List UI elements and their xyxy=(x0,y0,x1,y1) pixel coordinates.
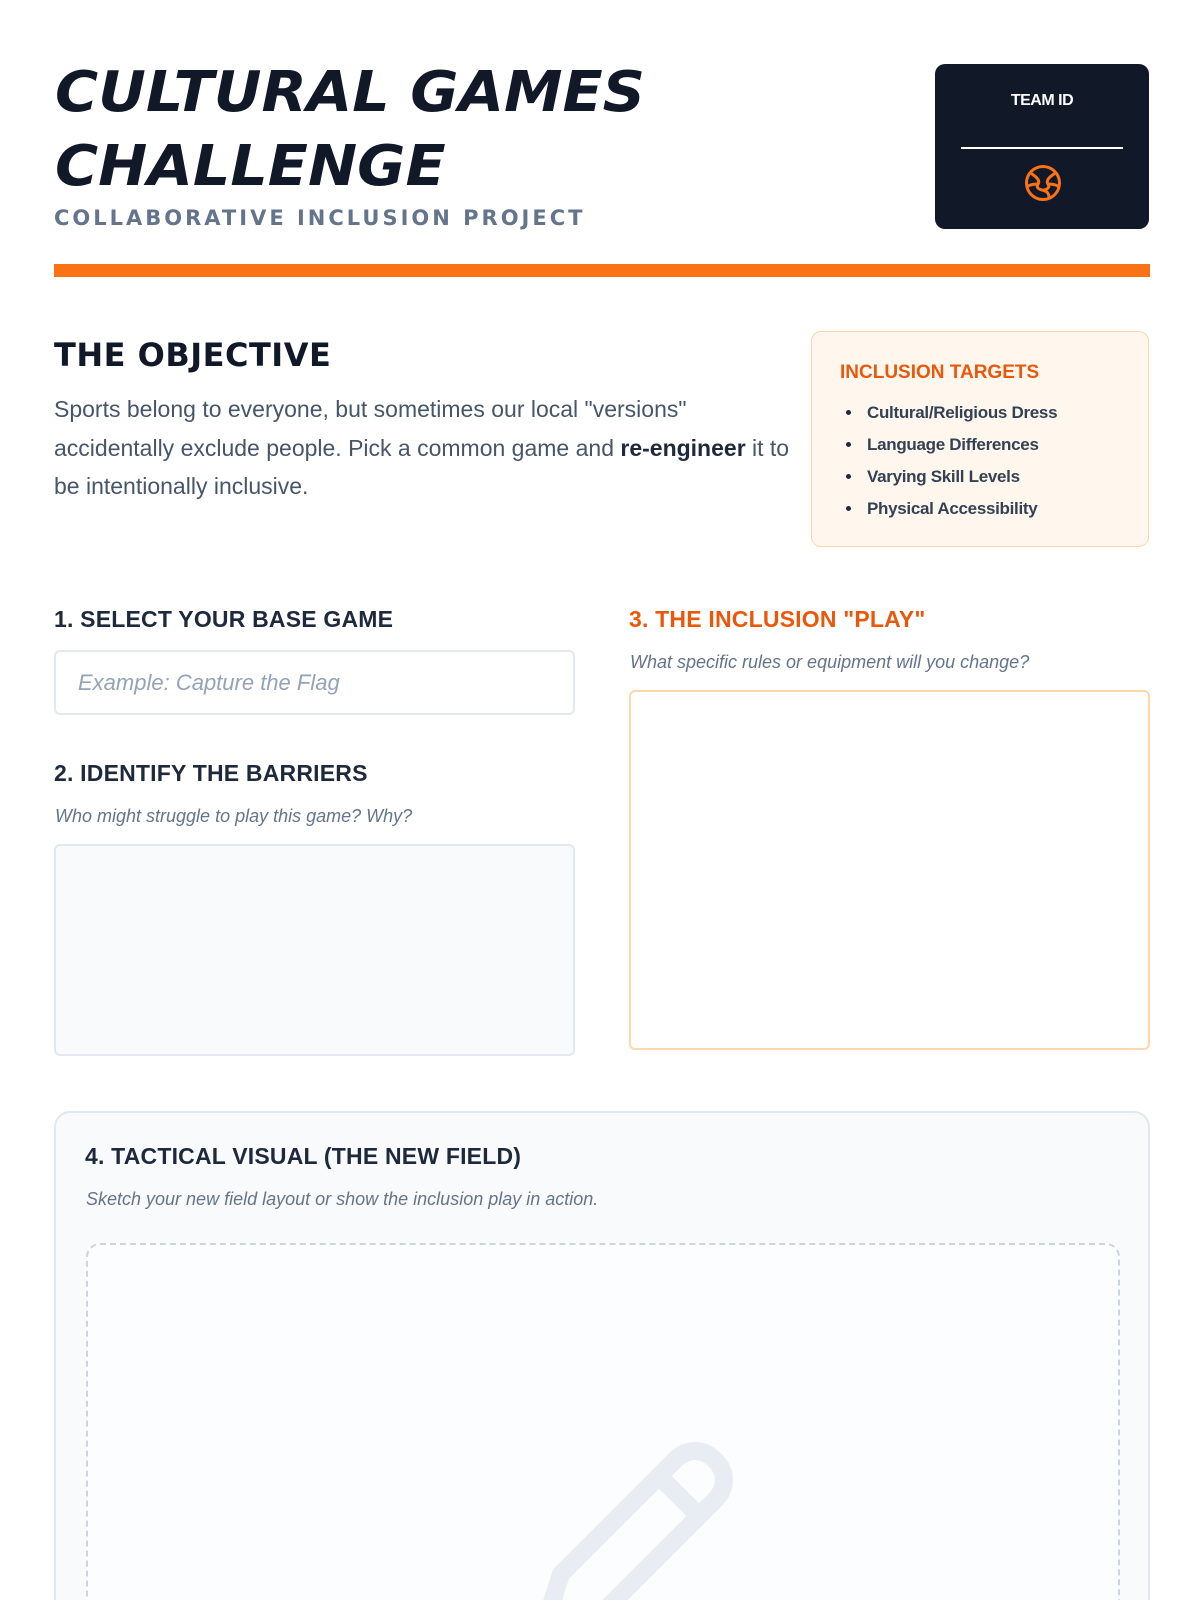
header-divider xyxy=(54,264,1150,277)
objective-text xyxy=(54,390,794,506)
inclusion-play-textarea[interactable] xyxy=(629,690,1150,1050)
team-id-label: TEAM ID xyxy=(1010,92,1074,109)
basketball-icon xyxy=(1023,163,1063,203)
inclusion-targets-box xyxy=(811,331,1149,547)
page-title-line-1: CULTURAL GAMES xyxy=(55,60,646,125)
page-title xyxy=(55,56,645,204)
sketch-area[interactable] xyxy=(86,1243,1120,1600)
tactical-visual-hint: Sketch your new field layout or show the inclusion play in action. xyxy=(86,1189,599,1209)
inclusion-play-title: 3. THE INCLUSION "PLAY" xyxy=(629,606,926,632)
inclusion-target-item: Physical Accessibility xyxy=(840,498,1057,530)
inclusion-play-hint: What specific rules or equipment will you change? xyxy=(630,652,1030,672)
inclusion-target-item: Language Differences xyxy=(840,434,1057,466)
team-id-write-line[interactable] xyxy=(961,147,1123,149)
tactical-visual-title: 4. TACTICAL VISUAL (THE NEW FIELD) xyxy=(85,1143,522,1169)
inclusion-targets-title: INCLUSION TARGETS xyxy=(840,362,1040,383)
objective-text-start: Sports belong to everyone, but sometimes our local "versions" accidentally exclude people. Pick a common game and xyxy=(54,396,687,461)
objective-text-emphasis: re-engineer xyxy=(620,434,746,461)
tactical-visual-panel xyxy=(54,1111,1150,1600)
page-subtitle: COLLABORATIVE INCLUSION PROJECT xyxy=(54,206,586,230)
inclusion-target-item: Cultural/Religious Dress xyxy=(840,402,1057,434)
page-title-line-2: CHALLENGE xyxy=(55,134,446,199)
base-game-title: 1. SELECT YOUR BASE GAME xyxy=(54,606,394,632)
team-id-box xyxy=(935,64,1149,229)
pencil-icon xyxy=(515,1416,739,1600)
base-game-input[interactable] xyxy=(54,650,575,715)
inclusion-target-item: Varying Skill Levels xyxy=(840,466,1057,498)
objective-text-end: it to be intentionally inclusive. xyxy=(54,434,790,499)
barriers-textarea[interactable] xyxy=(54,844,575,1056)
objective-title: THE OBJECTIVE xyxy=(54,336,332,374)
barriers-title: 2. IDENTIFY THE BARRIERS xyxy=(54,760,368,786)
inclusion-targets-list xyxy=(840,402,1057,530)
barriers-hint: Who might struggle to play this game? Why? xyxy=(55,806,413,826)
